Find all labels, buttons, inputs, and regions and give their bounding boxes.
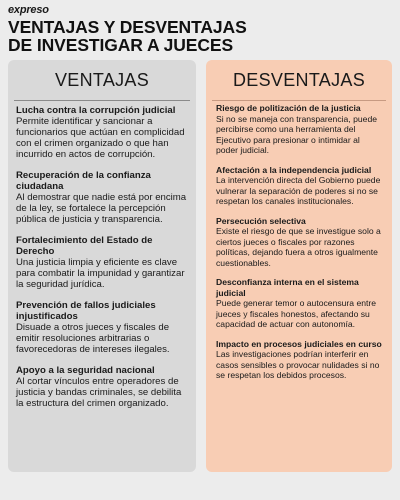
desventaja-item-title: Afectación a la independencia judicial	[216, 164, 372, 175]
ventaja-item-title: Apoyo a la seguridad nacional	[16, 365, 155, 376]
ventaja-item-title: Lucha contra la corrupción judicial	[16, 105, 176, 116]
ventaja-item	[16, 170, 188, 225]
ventaja-item	[16, 365, 188, 409]
ventaja-item-text: Disuade a otros jueces y fiscales de emitir resoluciones arbitrarias o favorecedoras de intereses ilegales.	[16, 322, 170, 355]
desventaja-item-title: Persecución selectiva	[216, 215, 306, 226]
desventaja-item-title: Impacto en procesos judiciales en curso	[216, 338, 382, 349]
brand-logo: expreso	[8, 4, 49, 16]
desventaja-item-text: La intervención directa del Gobierno puede vulnerar la separación de poderes si no se respetan los canales institucionales.	[216, 175, 381, 206]
desventaja-item	[216, 277, 382, 330]
desventaja-item-text: Las investigaciones podrían interferir en casos sensibles o provocar nulidades si no se respetan los debidos procesos.	[216, 349, 380, 380]
desventaja-item-text: Si no se maneja con transparencia, puede percibirse como una herramienta del Ejecutivo para presionar o intimidar al poder judicial.	[216, 113, 377, 155]
desventaja-item-title: Desconfianza interna en el sistema judicial	[216, 277, 359, 298]
ventajas-column	[8, 60, 196, 472]
ventaja-item	[16, 300, 188, 355]
ventajas-heading: VENTAJAS	[14, 60, 190, 101]
page-title-line-1: VENTAJAS Y DESVENTAJAS	[8, 17, 247, 37]
ventaja-item-text: Al cortar vínculos entre operadores de justicia y bandas criminales, se debilita la estructura del crimen organizado.	[16, 376, 182, 409]
ventaja-item-text: Una justicia limpia y eficiente es clave para combatir la impunidad y garantizar la seguridad jurídica.	[16, 257, 185, 290]
desventajas-heading: DESVENTAJAS	[212, 60, 386, 101]
desventaja-item-title: Riesgo de politización de la justicia	[216, 103, 361, 113]
desventaja-item-text: Existe el riesgo de que se investigue solo a ciertos jueces o fiscales por razones políticas, dejando fuera a otros igualmente cuestionables.	[216, 226, 381, 268]
ventaja-item	[16, 235, 188, 290]
ventaja-item-text: Al demostrar que nadie está por encima de la ley, se fortalece la percepción pública de justicia y transparencia.	[16, 192, 187, 225]
ventaja-item-text: Permite identificar y sancionar a funcionarios que actúan en complicidad con el crimen organizado o que han incurrido en actos de corrupción.	[16, 116, 185, 160]
desventaja-item-text: Puede generar temor o autocensura entre jueces y fiscales honestos, afectando su capacidad de actuar con autonomía.	[216, 298, 377, 329]
ventaja-item-title: Fortalecimiento del Estado de Derecho	[16, 235, 153, 257]
desventaja-item	[216, 216, 382, 269]
desventaja-item	[216, 339, 382, 381]
page-title	[8, 18, 392, 54]
desventaja-item	[216, 103, 382, 156]
ventaja-item	[16, 105, 188, 160]
desventaja-item	[216, 165, 382, 207]
header	[8, 4, 392, 54]
ventaja-item-title: Prevención de fallos judiciales injustificados	[16, 300, 156, 322]
desventajas-column	[206, 60, 392, 472]
ventaja-item-title: Recuperación de la confianza ciudadana	[16, 170, 151, 192]
page-title-line-2: DE INVESTIGAR A JUECES	[8, 35, 234, 55]
